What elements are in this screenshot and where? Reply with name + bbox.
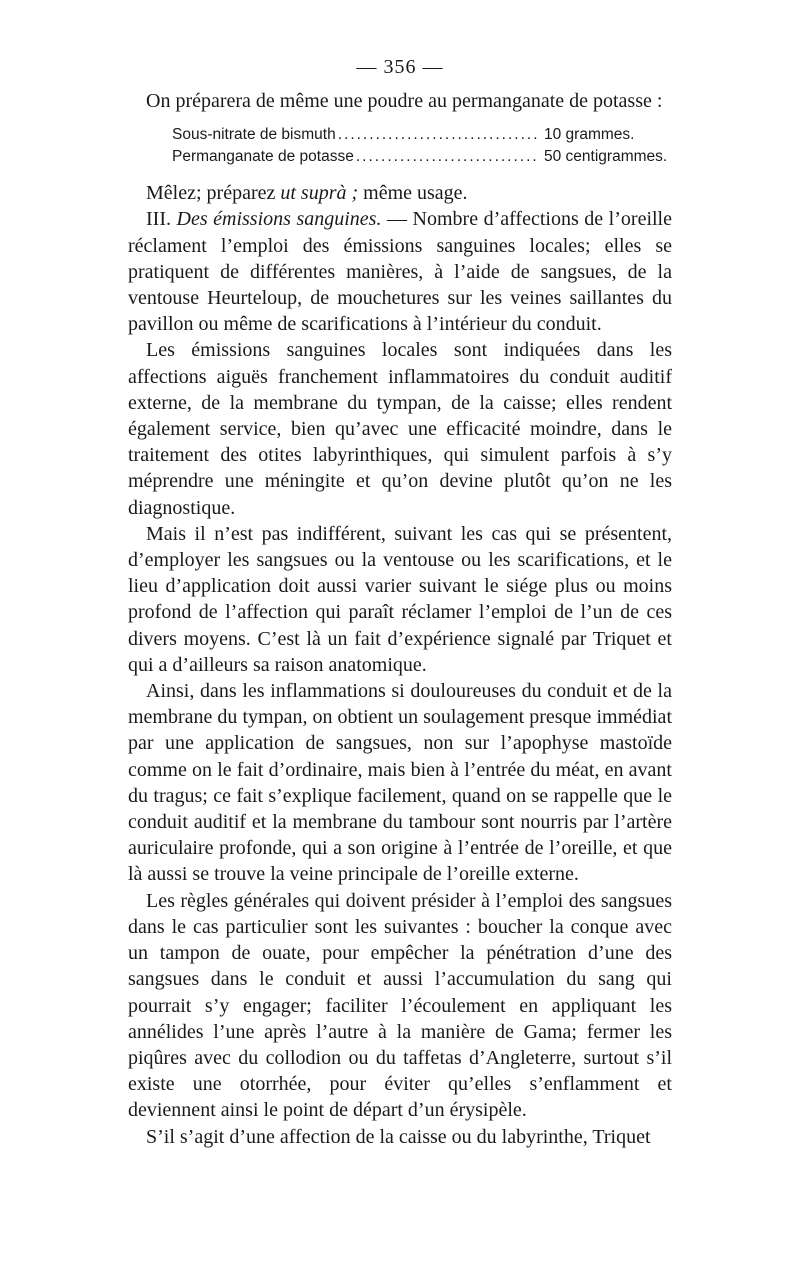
section-paragraph — [128, 206, 672, 337]
recipe-list — [172, 124, 672, 168]
body-paragraph: Ainsi, dans les inflammations si douloureuses du conduit et de la membrane du tympan, on obtient un soulagement presque immédiat par une application de sangsues, non sur l’apophyse mastoïde comme on le fait d’ordinaire, mais bien à l’entrée du méat, en avant du tragus; ce fait s’explique facilement, quand on se rappelle que le conduit auditif et la membrane du tambour sont nourris par l’artère auriculaire profonde, qui a son origine à l’entrée de l’oreille, et que là aussi se trouve la veine principale de l’oreille externe. — [128, 680, 672, 886]
usage-text: Mêlez; préparez — [146, 182, 281, 205]
section-numeral: III. — [146, 208, 177, 231]
usage-paragraph — [128, 180, 672, 206]
usage-text-end: même usage. — [358, 182, 468, 205]
recipe-item — [172, 146, 672, 168]
recipe-item-quantity: 50 centigrammes. — [544, 148, 668, 166]
body-paragraph: Les émissions sanguines locales sont indiquées dans les affections aiguës franchement inflammatoires du conduit auditif externe, de la membrane du tympan, de la caisse; elles rendent également service, bien qu’avec une efficacité moindre, dans le traitement des otites labyrinthiques, qui simulent parfois à s’y méprendre une méningite et qu’on devine plutôt qu’on ne les diagnostique. — [128, 339, 672, 519]
recipe-item — [172, 124, 672, 146]
recipe-item-quantity: 10 grammes. — [544, 126, 635, 144]
body-paragraph: Les règles générales qui doivent présider à l’emploi des sangsues dans le cas particulier sont les suivantes : boucher la conque avec un tampon de ouate, pour empêcher la pénétration d’une des sangsues dans le conduit et aussi l’accumulation du sang qui pourrait s’y engager; faciliter l’écoulement en appliquant les annélides l’une après l’autre à la manière de Gama; fermer les piqûres avec du collodion ou du taffetas d’Angleterre, surtout s’il existe une otorrhée, pour éviter qu’elles s’enflamment et deviennent ainsi le point de départ d’un érysipèle. — [128, 889, 672, 1122]
recipe-item-name: Permanganate de potasse — [172, 148, 354, 166]
section-text: — Nombre d’affections de l’oreille réclament l’emploi des émissions sanguines locales; elles se pratiquent de différentes manières, à l’aide de sangsues, de la ventouse Heurteloup, de mouchetures sur les veines saillantes du pavillon ou même de scarifications à l’intérieur du conduit. — [128, 208, 672, 336]
book-page — [128, 52, 672, 1150]
body-paragraph: Mais il n’est pas indifférent, suivant les cas qui se présentent, d’employer les sangsues ou la ventouse ou les scarifications, et le lieu d’application doit aussi varier suivant le siége plus ou moins profond de l’affection qui paraît réclamer l’emploi de l’un de ces divers moyens. C’est là un fait d’expérience signalé par Triquet et qui a d’ailleurs sa raison anatomique. — [128, 522, 672, 676]
leader-dots — [356, 146, 538, 168]
recipe-item-name: Sous-nitrate de bismuth — [172, 126, 336, 144]
body-paragraph: S’il s’agit d’une affection de la caisse ou du labyrinthe, Triquet — [146, 1125, 651, 1148]
intro-paragraph: On préparera de même une poudre au permanganate de potasse : — [146, 90, 663, 112]
page-number: — 356 — — [356, 56, 444, 78]
section-title: Des émissions sanguines. — [176, 208, 382, 231]
usage-italic: ut suprà ; — [280, 182, 359, 205]
leader-dots — [338, 124, 538, 146]
